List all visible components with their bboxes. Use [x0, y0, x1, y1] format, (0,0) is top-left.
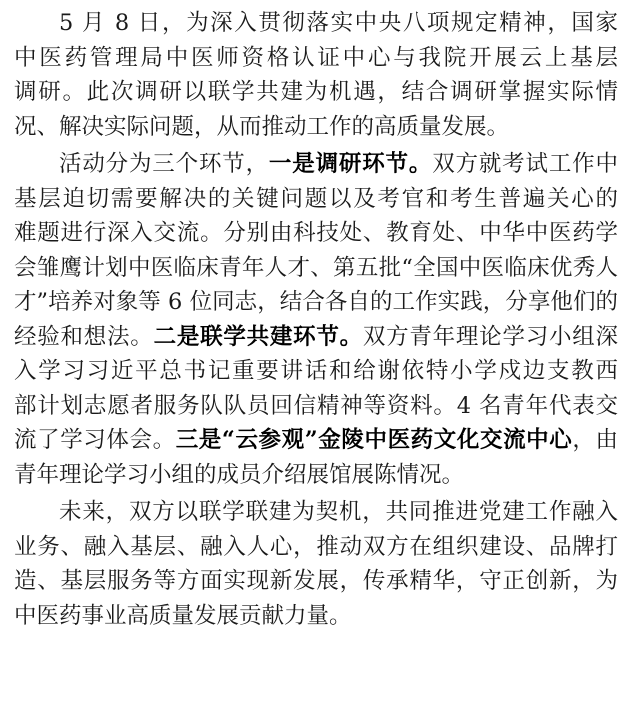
- text-line: [14, 599, 618, 634]
- text-run: 造、基层服务等方面实现新发展，传承精华，守正创新，为: [14, 568, 618, 594]
- paragraph-future: [14, 495, 618, 633]
- text-line: [14, 41, 618, 76]
- text-run: 青年理论学习小组的成员介绍展馆展陈情况。: [14, 461, 465, 488]
- text-line: [14, 495, 618, 530]
- text-line: [14, 147, 618, 182]
- bold-heading-phrase: 一是调研环节。: [268, 151, 433, 177]
- text-run: 况、解决实际问题，从而推动工作的高质量发展。: [14, 113, 510, 140]
- text-line: [14, 320, 618, 355]
- article-body: [14, 6, 618, 633]
- text-run: 难题进行深入交流。分别由科技处、教育处、中华中医药学: [14, 220, 618, 246]
- text-run: 调研。此次调研以联学共建为机遇，结合调研掌握实际情: [14, 79, 618, 105]
- text-run: 活动分为三个环节，: [59, 151, 269, 177]
- bold-heading-phrase: 二是联学共建环节。: [153, 323, 363, 350]
- text-line: [14, 354, 618, 389]
- text-run: 会雏鹰计划中医临床青年人才、第五批“全国中医临床优秀人: [14, 254, 618, 281]
- text-run: 才”培养对象等 6 位同志，结合各自的工作实践，分享他们的: [14, 289, 618, 315]
- text-line: [14, 423, 618, 458]
- text-line: [14, 530, 618, 565]
- text-run: 中医药管理局中医师资格认证中心与我院开展云上基层: [14, 44, 618, 71]
- text-line: [14, 458, 618, 493]
- text-line: [14, 216, 618, 251]
- text-line: [14, 75, 618, 110]
- text-run: 基层迫切需要解决的关键问题以及考官和考生普遍关心的: [14, 185, 618, 212]
- text-line: [14, 6, 618, 41]
- text-line: [14, 389, 618, 424]
- text-run: 入学习习近平总书记重要讲话和给谢依特小学戍边支教西: [14, 358, 618, 384]
- text-line: [14, 182, 618, 217]
- text-line: [14, 110, 618, 145]
- text-run: 部计划志愿者服务队队员回信精神等资料。4 名青年代表交: [14, 392, 618, 419]
- text-run: ，由: [572, 427, 618, 453]
- text-line: [14, 251, 618, 286]
- text-line: [14, 564, 618, 599]
- text-run: 业务、融入基层、融入人心，推动双方在组织建设、品牌打: [14, 533, 618, 560]
- text-line: [14, 285, 618, 320]
- text-run: 双方青年理论学习小组深: [362, 323, 618, 350]
- text-run: 经验和想法。: [14, 323, 154, 350]
- text-run: 流了学习体会。: [14, 427, 176, 453]
- bold-heading-phrase: 三是“云参观”金陵中医药文化交流中心: [175, 427, 573, 453]
- paragraph-intro: [14, 6, 618, 144]
- text-run: 未来，双方以联学联建为契机，共同推进党建工作融入: [59, 499, 618, 525]
- text-run: 中医药事业高质量发展贡献力量。: [14, 602, 352, 629]
- text-run: 5 月 8 日，为深入贯彻落实中央八项规定精神，国家: [59, 10, 618, 36]
- text-run: 双方就考试工作中: [432, 151, 618, 177]
- paragraph-activities: [14, 147, 618, 492]
